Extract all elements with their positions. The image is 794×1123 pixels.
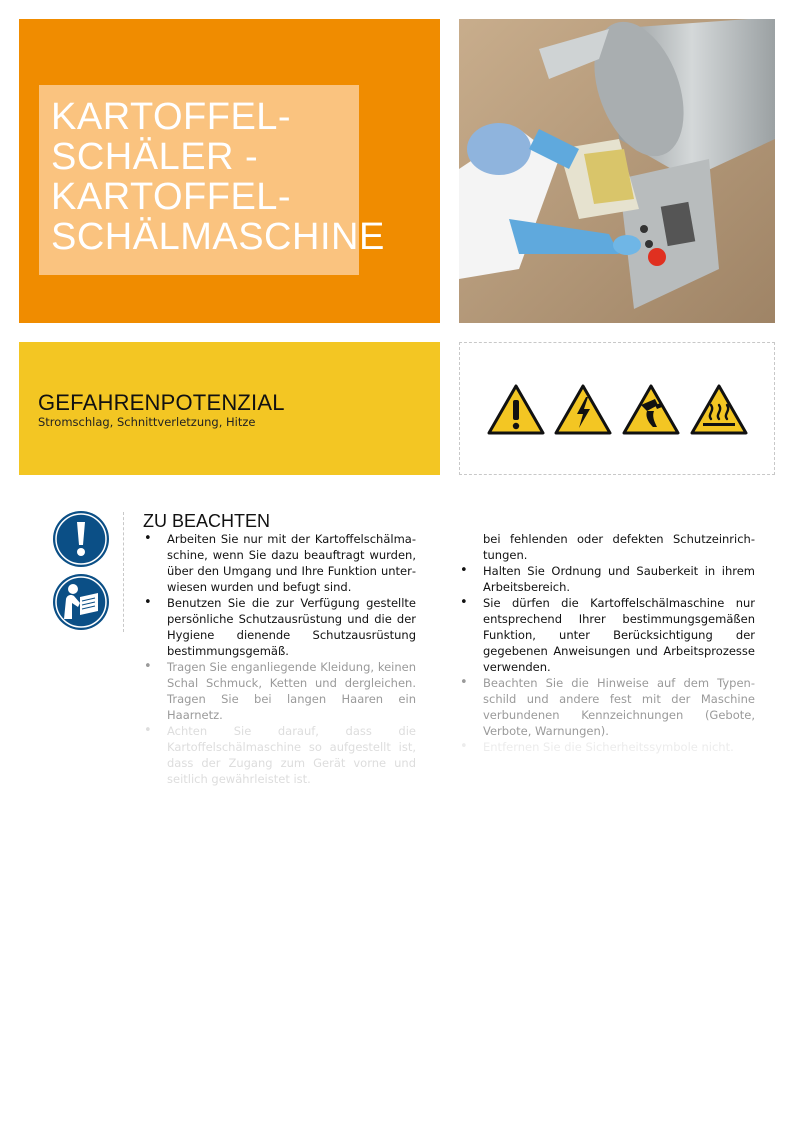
list-item-continuation: bei fehlenden oder defekten Schutzeinrichtungen. bbox=[483, 532, 755, 562]
title-line-1: KARTOFFEL- bbox=[51, 96, 292, 138]
warning-general-icon bbox=[486, 383, 546, 437]
hot-surface-icon bbox=[689, 383, 749, 437]
list-item: • Tragen Sie enganliegende Kleidung, keinen Schal Schmuck, Ketten und dergleichen. Tragen Sie bei langen Haaren ein Haarnetz. bbox=[143, 659, 416, 723]
hazard-subtitle: Stromschlag, Schnittverletzung, Hitze bbox=[38, 415, 256, 429]
notes-title: ZU BEACHTEN bbox=[143, 511, 271, 531]
notes-column-2 bbox=[459, 531, 755, 755]
list-item: • Benutzen Sie die zur Verfügung gestellte persönliche Schutzausrüstung und die der Hygiene dienende Schutzausrüstung bestimmungsgemäß. bbox=[143, 595, 416, 659]
warning-signs-panel bbox=[459, 342, 775, 475]
hazard-panel bbox=[19, 342, 440, 475]
hazard-title: GEFAHRENPOTENZIAL bbox=[38, 390, 285, 415]
title-line-3: KARTOFFEL- bbox=[51, 176, 292, 218]
list-item: • Achten Sie darauf, dass die Kartoffelschälmaschine so aufgestellt ist, dass der Zugang zum Gerät vorne und seitlich gewährleistet ist. bbox=[143, 723, 416, 787]
vertical-divider bbox=[123, 512, 124, 632]
read-manual-icon bbox=[52, 573, 110, 631]
title-line-4: SCHÄLMASCHINE bbox=[51, 216, 385, 258]
list-item: • Arbeiten Sie nur mit der Kartoffelschälmaschine, wenn Sie dazu beauftragt wurden, über den Umgang und Ihre Funktion unterwiesen wurden und befugt sind. bbox=[143, 531, 416, 595]
machine-photo bbox=[459, 19, 775, 323]
electric-shock-icon bbox=[553, 383, 613, 437]
notes-column-1 bbox=[143, 531, 416, 787]
list-item: • Entfernen Sie die Sicherheitssymbole nicht. bbox=[459, 739, 755, 755]
machine-photo-illustration bbox=[459, 19, 775, 323]
list-item: • Halten Sie Ordnung und Sauberkeit in ihrem Arbeitsbereich. bbox=[459, 563, 755, 595]
list-item: • Beachten Sie die Hinweise auf dem Typenschild und andere fest mit der Maschine verbundenen Kennzeichnungen (Gebote, Verbote, Warnungen). bbox=[459, 675, 755, 739]
cut-hazard-icon bbox=[621, 383, 681, 437]
title-panel bbox=[19, 19, 440, 323]
title-box bbox=[39, 85, 385, 275]
mandatory-attention-icon bbox=[52, 510, 110, 568]
title-line-2: SCHÄLER - bbox=[51, 136, 259, 178]
list-item: • Sie dürfen die Kartoffelschälmaschine nur entsprechend Ihrer bestimmungsgemäßen Funktion, unter Berücksichtigung der gegebenen Anweisungen und Arbeitsprozesse verwenden. bbox=[459, 595, 755, 675]
